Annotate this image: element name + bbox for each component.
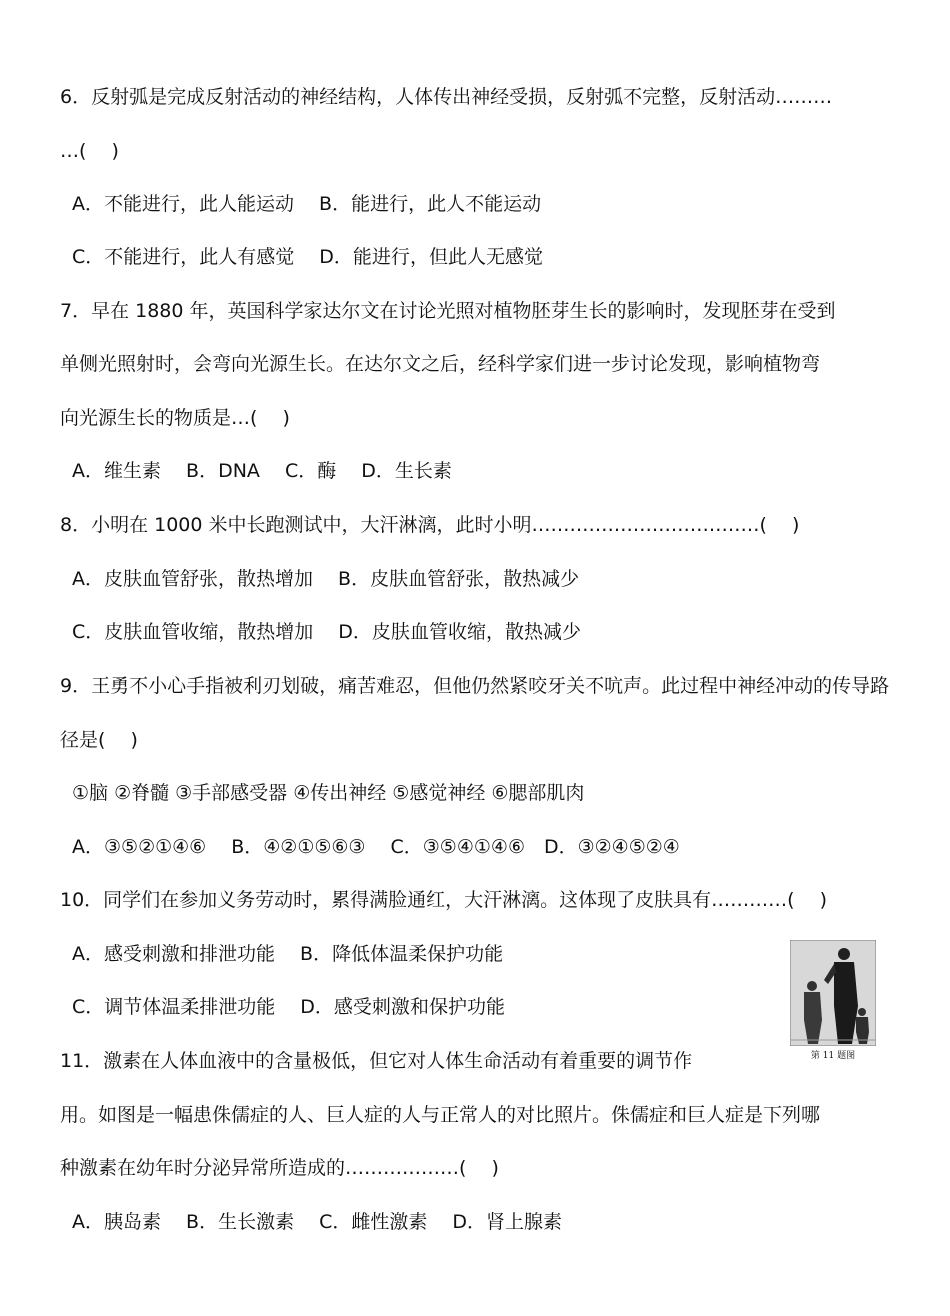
- question-8-options-ab: A．皮肤血管舒张，散热增加 B．皮肤血管舒张，散热减少: [72, 568, 580, 590]
- comparison-photo: [790, 940, 876, 1046]
- question-9-stem-line-2: 径是( ): [60, 729, 138, 751]
- question-7-stem-line-2: 单侧光照射时，会弯向光源生长。在达尔文之后，经科学家们进一步讨论发现，影响植物弯: [60, 353, 821, 375]
- question-11-options: A．胰岛素 B．生长激素 C．雌性激素 D．肾上腺素: [72, 1211, 563, 1233]
- question-11-stem-line-2: 用。如图是一幅患侏儒症的人、巨人症的人与正常人的对比照片。侏儒症和巨人症是下列哪: [60, 1104, 821, 1126]
- question-10-stem: 10．同学们在参加义务劳动时，累得满脸通红，大汗淋漓。这体现了皮肤具有…………( ): [60, 889, 828, 911]
- question-6-options-ab: A．不能进行，此人能运动 B．能进行，此人不能运动: [72, 193, 542, 215]
- question-11-stem-line-1: 11．激素在人体血液中的含量极低，但它对人体生命活动有着重要的调节作: [60, 1050, 693, 1072]
- figure-caption: 第 11 题图: [810, 1051, 856, 1061]
- question-9-options: A．③⑤②①④⑥ B．④②①⑤⑥③ C．③⑤④①④⑥ D．③②④⑤②④: [72, 836, 680, 858]
- question-7-stem-line-1: 7．早在 1880 年，英国科学家达尔文在讨论光照对植物胚芽生长的影响时，发现胚芽在受到: [60, 300, 836, 322]
- question-8-options-cd: C．皮肤血管收缩，散热增加 D．皮肤血管收缩，散热减少: [72, 621, 581, 643]
- question-10-options-cd: C．调节体温柔排泄功能 D．感受刺激和保护功能: [72, 996, 505, 1018]
- question-6-options-cd: C．不能进行，此人有感觉 D．能进行，但此人无感觉: [72, 246, 543, 268]
- question-9-items: ①脑 ②脊髓 ③手部感受器 ④传出神经 ⑤感觉神经 ⑥腮部肌肉: [72, 782, 585, 804]
- question-6-stem-line-2: …( ): [60, 140, 119, 162]
- question-6-stem-line-1: 6．反射弧是完成反射活动的神经结构，人体传出神经受损，反射弧不完整，反射活动………: [60, 86, 833, 108]
- question-8-stem: 8．小明在 1000 米中长跑测试中，大汗淋漓，此时小明………………………………( ): [60, 514, 800, 536]
- question-11-figure: [790, 940, 876, 1061]
- question-9-stem-line-1: 9．王勇不小心手指被利刃划破，痛苦难忍，但他仍然紧咬牙关不吭声。此过程中神经冲动的传导路: [60, 675, 890, 697]
- question-7-options: A．维生素 B．DNA C．酶 D．生长素: [72, 460, 452, 482]
- question-10-options-ab: A．感受刺激和排泄功能 B．降低体温柔保护功能: [72, 943, 504, 965]
- question-7-stem-line-3: 向光源生长的物质是…( ): [60, 407, 290, 429]
- question-11-stem-line-3: 种激素在幼年时分泌异常所造成的………………( ): [60, 1157, 499, 1179]
